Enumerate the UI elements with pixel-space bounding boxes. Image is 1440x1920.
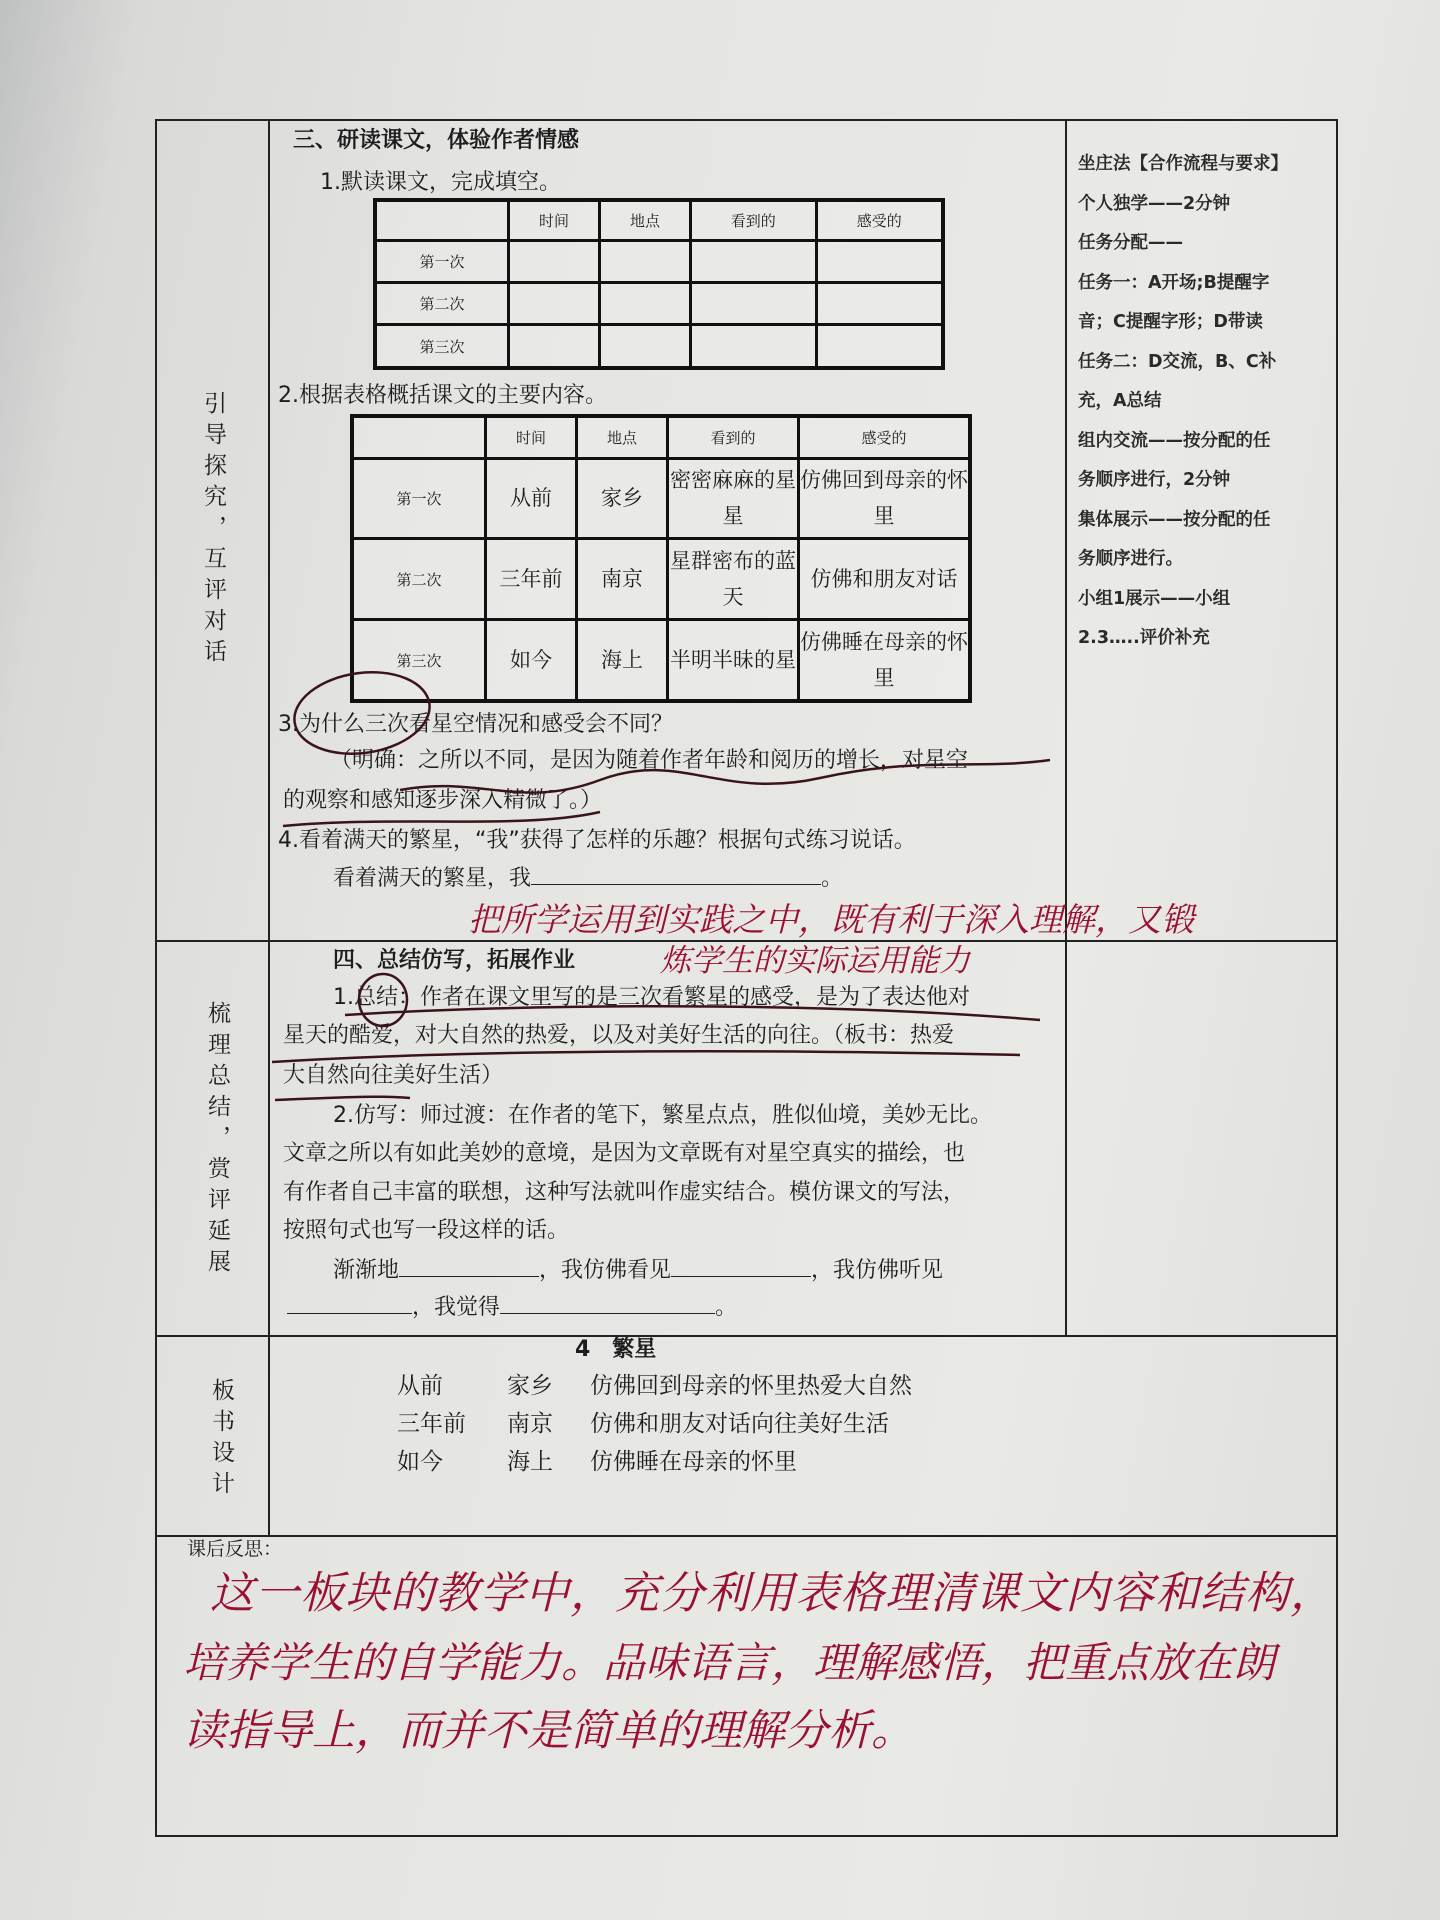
blank-cell[interactable] [509, 325, 600, 368]
section-label-guide: 引导探究，互评对话 [200, 390, 226, 670]
blank-cell[interactable] [600, 240, 691, 282]
table-cell: 仿佛和朋友对话 [799, 539, 971, 620]
prompt-text: 看着满天的繁星，我 [333, 866, 532, 891]
table-cell: 仿佛回到母亲的怀里 [799, 458, 971, 539]
section-label-summary: 梳理总结，赏评延展 [204, 1000, 230, 1280]
header-cell: 看到的 [691, 200, 817, 240]
note-line: 2.3…..评价补充 [1078, 628, 1210, 648]
board-time: 从前 [397, 1373, 443, 1399]
row-label: 第二次 [352, 539, 486, 620]
header-cell: 感受的 [799, 416, 971, 458]
question-1: 1.默读课文，完成填空。 [320, 170, 561, 195]
section-heading: 三、研读课文，体验作者情感 [293, 128, 580, 153]
question-2: 2.根据表格概括课文的主要内容。 [278, 383, 607, 408]
note-line: 务顺序进行，2分钟 [1078, 470, 1231, 490]
handwritten-note-line-1: 把所学运用到实践之中，既有利于深入理解，又锻 [468, 900, 1194, 939]
answer-blank[interactable] [287, 1295, 412, 1314]
imitation-template-end [287, 1295, 737, 1321]
template-text: 。 [715, 1295, 738, 1320]
summary-line-1: 1.总结：作者在课文里写的是三次看繁星的感受，是为了表达他对 [333, 985, 970, 1010]
board-place: 南京 [507, 1411, 553, 1437]
table-cell: 半明半昧的星 [668, 620, 799, 701]
header-cell: 感受的 [816, 200, 943, 240]
answer-blank[interactable] [531, 866, 821, 885]
imitation-line-3: 有作者自己丰富的联想，这种写法就叫作虚实结合。模仿课文的写法， [283, 1180, 966, 1205]
answer-blank[interactable] [399, 1258, 539, 1277]
blank-cell[interactable] [816, 240, 943, 282]
table-cell: 星群密布的蓝天 [668, 539, 799, 620]
answer-3-line-1: （明确：之所以不同，是因为随着作者年龄和阅历的增长，对星空 [330, 748, 969, 773]
imitation-template [333, 1258, 943, 1284]
note-line: 任务一：A开场;B提醒字 [1078, 272, 1270, 293]
row-label: 第三次 [352, 620, 486, 701]
blank-cell[interactable] [816, 325, 943, 368]
header-cell: 看到的 [668, 416, 799, 458]
divider [155, 1535, 1338, 1537]
handwritten-reflection-line-3: 读指导上，而并不是简单的理解分析。 [183, 1706, 914, 1756]
blank-cell[interactable] [509, 240, 600, 282]
table-cell: 家乡 [577, 458, 668, 539]
question-3: 3.为什么三次看星空情况和感受会不同？ [278, 712, 673, 737]
period: 。 [821, 866, 844, 891]
table-cell: 南京 [577, 539, 668, 620]
row-label: 第二次 [375, 282, 509, 324]
note-line: 小组1展示——小组 [1078, 588, 1231, 609]
handwritten-reflection-line-1: 这一板块的教学中，充分利用表格理清课文内容和结构， [210, 1568, 1335, 1619]
summary-line-2: 星天的酷爱，对大自然的热爱，以及对美好生活的向往。（板书：热爱 [283, 1023, 955, 1048]
question-4: 4.看着满天的繁星，“我”获得了怎样的乐趣？根据句式练习说话。 [278, 828, 916, 853]
table-cell: 如今 [486, 620, 577, 701]
divider [155, 1335, 1338, 1337]
header-cell: 地点 [600, 200, 691, 240]
blank-cell[interactable] [509, 282, 600, 324]
reflection-label: 课后反思： [187, 1538, 283, 1560]
imitation-line-2: 文章之所以有如此美妙的意境，是因为文章既有对星空真实的描绘，也 [283, 1141, 966, 1166]
header-cell [375, 200, 509, 240]
board-feeling: 仿佛睡在母亲的怀里 [590, 1449, 797, 1475]
table-cell: 海上 [577, 620, 668, 701]
board-feeling: 仿佛和朋友对话向往美好生活 [590, 1411, 889, 1437]
answer-blank[interactable] [671, 1258, 811, 1277]
template-text: 渐渐地 [333, 1258, 400, 1283]
header-cell: 时间 [486, 416, 577, 458]
divider [155, 940, 1338, 942]
divider [1065, 119, 1067, 1335]
imitation-line-4: 按照句式也写一段这样的话。 [283, 1218, 570, 1243]
template-text: ，我仿佛看见 [539, 1258, 672, 1283]
note-line: 集体展示——按分配的任 [1078, 509, 1271, 530]
board-time: 三年前 [397, 1411, 466, 1437]
handwritten-reflection-line-2: 培养学生的自学能力。品味语言，理解感悟，把重点放在朗 [183, 1638, 1276, 1687]
blank-cell[interactable] [600, 282, 691, 324]
cooperation-notes [1078, 145, 1328, 659]
handwritten-note-line-2: 炼学生的实际运用能力 [660, 943, 970, 979]
note-line: 务顺序进行。 [1078, 549, 1183, 569]
section-label-board: 板书设计 [208, 1378, 234, 1502]
note-line: 任务分配—— [1078, 233, 1183, 253]
board-place: 家乡 [507, 1373, 553, 1399]
answer-3-line-2: 的观察和感知逐步深入精微了。） [283, 788, 603, 813]
imitation-line-1: 2.仿写：师过渡：在作者的笔下，繁星点点，胜似仙境，美妙无比。 [333, 1103, 992, 1128]
note-line: 音；C提醒字形；D带读 [1078, 312, 1263, 332]
board-title: 4 繁星 [575, 1337, 657, 1362]
board-place: 海上 [507, 1449, 553, 1475]
blank-cell[interactable] [600, 325, 691, 368]
board-time: 如今 [397, 1449, 443, 1475]
blank-table [373, 198, 945, 370]
practice-sentence [333, 866, 843, 892]
row-label: 第一次 [352, 458, 486, 539]
blank-cell[interactable] [691, 325, 817, 368]
section-heading: 四、总结仿写，拓展作业 [333, 948, 576, 973]
table-cell: 从前 [486, 458, 577, 539]
header-cell: 时间 [509, 200, 600, 240]
template-text: ，我觉得 [412, 1295, 501, 1320]
blank-cell[interactable] [691, 240, 817, 282]
blank-cell[interactable] [816, 282, 943, 324]
row-label: 第三次 [375, 325, 509, 368]
template-text: ，我仿佛听见 [811, 1258, 944, 1283]
header-cell [352, 416, 486, 458]
note-line: 个人独学——2分钟 [1078, 193, 1231, 214]
table-cell: 仿佛睡在母亲的怀里 [799, 620, 971, 701]
blank-cell[interactable] [691, 282, 817, 324]
answer-blank[interactable] [500, 1295, 715, 1314]
board-feeling: 仿佛回到母亲的怀里热爱大自然 [590, 1373, 912, 1399]
summary-line-3: 大自然向往美好生活） [283, 1063, 504, 1088]
header-cell: 地点 [577, 416, 668, 458]
note-line: 充，A总结 [1078, 391, 1162, 411]
row-label: 第一次 [375, 240, 509, 282]
note-line: 坐庄法【合作流程与要求】 [1078, 154, 1288, 174]
divider [268, 119, 270, 1535]
summary-table [350, 414, 972, 703]
table-cell: 三年前 [486, 539, 577, 620]
note-line: 任务二：D交流，B、C补 [1078, 351, 1277, 372]
table-cell: 密密麻麻的星星 [668, 458, 799, 539]
note-line: 组内交流——按分配的任 [1078, 430, 1271, 451]
